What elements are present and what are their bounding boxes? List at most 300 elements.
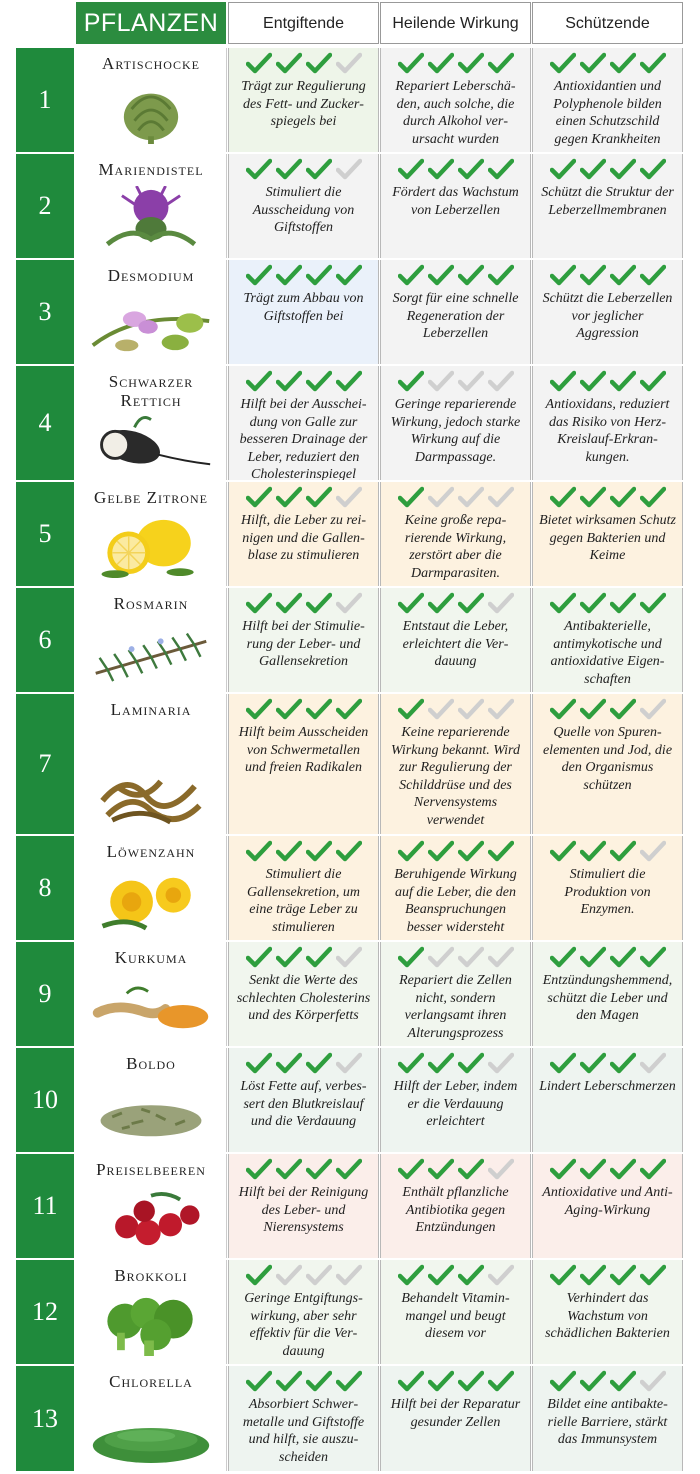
effect-text: Bildet eine antibakterielle Barriere, stärkt das Immunsystem (547, 1397, 668, 1447)
rating-checks (533, 1370, 682, 1394)
check-on-icon (428, 158, 454, 182)
rating-checks (381, 1052, 530, 1076)
plant-row (0, 834, 700, 940)
protective-cell (532, 482, 683, 586)
check-off-icon (458, 370, 484, 394)
rating-checks (533, 486, 682, 510)
row-number: 12 (16, 1260, 74, 1364)
check-off-icon (336, 158, 362, 182)
effect-text: Hilft bei der Stimulierung der Leber- und Gallensekretion (242, 619, 365, 669)
plant-row (0, 1046, 700, 1152)
plant-name: Artischocke (102, 54, 200, 73)
check-on-icon (276, 158, 302, 182)
plant-name: Gelbe Zitrone (94, 488, 208, 507)
check-on-icon (550, 946, 576, 970)
check-off-icon (458, 698, 484, 722)
detox-cell (228, 588, 379, 692)
healing-cell (380, 154, 531, 258)
check-on-icon (610, 1158, 636, 1182)
rating-checks (533, 1052, 682, 1076)
check-off-icon (488, 946, 514, 970)
check-off-icon (336, 486, 362, 510)
header-plants: PFLANZEN (76, 2, 226, 44)
plant-cell (76, 694, 227, 834)
rating-checks (229, 1370, 378, 1394)
detox-cell (228, 1260, 379, 1364)
row-number: 11 (16, 1154, 74, 1258)
check-on-icon (398, 946, 424, 970)
check-on-icon (306, 370, 332, 394)
header-detox: Entgiftende (228, 2, 379, 44)
detox-cell (228, 1048, 379, 1152)
check-on-icon (428, 592, 454, 616)
check-off-icon (640, 1052, 666, 1076)
check-on-icon (640, 370, 666, 394)
check-on-icon (550, 1052, 576, 1076)
check-off-icon (488, 486, 514, 510)
effect-text: Stimuliert die Gallensekretion, um eine träge Leber zu stimulieren (246, 867, 360, 935)
check-on-icon (398, 52, 424, 76)
plant-name: Brokkoli (114, 1266, 188, 1285)
row-number: 8 (16, 836, 74, 940)
check-on-icon (246, 698, 272, 722)
rating-checks (229, 1158, 378, 1182)
check-on-icon (398, 1264, 424, 1288)
check-on-icon (276, 1158, 302, 1182)
check-on-icon (610, 1264, 636, 1288)
check-on-icon (276, 840, 302, 864)
row-number: 13 (16, 1366, 74, 1471)
check-on-icon (640, 52, 666, 76)
check-on-icon (550, 158, 576, 182)
plant-row (0, 46, 700, 152)
check-on-icon (428, 1264, 454, 1288)
check-on-icon (306, 264, 332, 288)
check-on-icon (246, 370, 272, 394)
healing-cell (380, 588, 531, 692)
effect-text: Entstaut die Leber, erleichtert die Verdauung (402, 619, 509, 669)
check-on-icon (458, 1370, 484, 1394)
check-on-icon (428, 840, 454, 864)
check-on-icon (488, 1370, 514, 1394)
plant-row (0, 1364, 700, 1471)
plant-row (0, 480, 700, 586)
check-on-icon (488, 264, 514, 288)
check-on-icon (306, 698, 332, 722)
protective-cell (532, 1048, 683, 1152)
plant-row (0, 586, 700, 692)
detox-cell (228, 366, 379, 480)
detox-cell (228, 1154, 379, 1258)
check-on-icon (458, 264, 484, 288)
row-number: 4 (16, 366, 74, 480)
desmodium-image (86, 292, 216, 356)
check-off-icon (488, 370, 514, 394)
check-on-icon (276, 264, 302, 288)
check-on-icon (398, 264, 424, 288)
check-on-icon (306, 1370, 332, 1394)
check-on-icon (246, 52, 272, 76)
row-number: 3 (16, 260, 74, 364)
plant-cell (76, 366, 227, 480)
check-on-icon (458, 840, 484, 864)
check-on-icon (276, 370, 302, 394)
broccoli-image (86, 1292, 216, 1356)
healing-cell (380, 836, 531, 940)
check-on-icon (246, 1370, 272, 1394)
check-on-icon (246, 946, 272, 970)
rosemary-image (86, 620, 216, 684)
check-on-icon (580, 52, 606, 76)
check-on-icon (276, 1370, 302, 1394)
check-on-icon (550, 52, 576, 76)
check-on-icon (306, 52, 332, 76)
rating-checks (381, 52, 530, 76)
check-off-icon (428, 946, 454, 970)
effect-text: Enthält pflanzliche Antibiotika gegen Entzündungen (402, 1185, 509, 1235)
check-on-icon (640, 486, 666, 510)
rating-checks (533, 592, 682, 616)
cranberry-image (86, 1186, 216, 1250)
plant-name: Preiselbeeren (96, 1160, 206, 1179)
protective-cell (532, 1154, 683, 1258)
rating-checks (229, 486, 378, 510)
check-on-icon (550, 1370, 576, 1394)
check-on-icon (610, 698, 636, 722)
check-on-icon (580, 698, 606, 722)
plant-name: Chlorella (109, 1372, 193, 1391)
protective-cell (532, 260, 683, 364)
plant-cell (76, 1260, 227, 1364)
rating-checks (381, 486, 530, 510)
header-healing: Heilende Wirkung (380, 2, 531, 44)
rating-checks (381, 698, 530, 722)
protective-cell (532, 154, 683, 258)
detox-cell (228, 260, 379, 364)
rating-checks (533, 158, 682, 182)
check-off-icon (428, 486, 454, 510)
row-number: 6 (16, 588, 74, 692)
check-on-icon (488, 52, 514, 76)
check-on-icon (398, 370, 424, 394)
effect-text: Sorgt für eine schnelle Regeneration der Leberzellen (392, 291, 519, 341)
check-on-icon (398, 840, 424, 864)
effect-text: Bietet wirksamen Schutz gegen Bakterien und Keime (539, 513, 676, 563)
plant-cell (76, 1048, 227, 1152)
effect-text: Antibakterielle, antimykotische und antioxidative Eigenschaften (550, 619, 665, 687)
check-on-icon (398, 1370, 424, 1394)
rating-checks (533, 1264, 682, 1288)
effect-text: Löst Fette auf, verbessert den Blutkreislauf und die Verdauung (240, 1079, 367, 1129)
row-number: 5 (16, 482, 74, 586)
check-on-icon (488, 840, 514, 864)
check-on-icon (458, 1158, 484, 1182)
check-on-icon (306, 486, 332, 510)
check-on-icon (550, 840, 576, 864)
check-on-icon (640, 264, 666, 288)
rating-checks (533, 52, 682, 76)
plant-name: Mariendistel (98, 160, 204, 179)
check-on-icon (336, 264, 362, 288)
effect-text: Schützt die Struktur der Leberzellmembranen (541, 185, 674, 218)
check-on-icon (580, 946, 606, 970)
check-on-icon (580, 1370, 606, 1394)
rating-checks (229, 158, 378, 182)
check-on-icon (580, 592, 606, 616)
check-on-icon (276, 52, 302, 76)
check-on-icon (550, 592, 576, 616)
check-on-icon (580, 1158, 606, 1182)
check-on-icon (610, 1052, 636, 1076)
plant-cell (76, 154, 227, 258)
check-off-icon (428, 698, 454, 722)
check-on-icon (398, 698, 424, 722)
effect-text: Stimuliert die Produktion von Enzymen. (564, 867, 651, 917)
check-on-icon (610, 946, 636, 970)
effect-text: Lindert Leberschmerzen (539, 1079, 676, 1094)
row-number: 1 (16, 48, 74, 152)
rating-checks (533, 946, 682, 970)
healing-cell (380, 1048, 531, 1152)
row-number: 2 (16, 154, 74, 258)
effect-text: Hilft beim Ausscheiden von Schwermetallen und freien Radikalen (238, 725, 369, 775)
plant-name: Boldo (126, 1054, 176, 1073)
row-number: 9 (16, 942, 74, 1046)
effect-text: Keine reparierende Wirkung bekannt. Wird zur Regulierung der Schilddrüse und des Nervensystems verwendet (391, 725, 520, 828)
effect-text: Hilft, die Leber zu reinigen und die Gallenblase zu stimulieren (240, 513, 367, 563)
dandelion-image (86, 868, 216, 932)
check-on-icon (276, 1052, 302, 1076)
plant-cell (76, 482, 227, 586)
check-on-icon (580, 158, 606, 182)
rating-checks (229, 52, 378, 76)
check-on-icon (428, 1158, 454, 1182)
plant-row (0, 940, 700, 1046)
rating-checks (381, 264, 530, 288)
check-on-icon (458, 592, 484, 616)
plant-row (0, 258, 700, 364)
check-on-icon (610, 840, 636, 864)
detox-cell (228, 482, 379, 586)
lemon-image (86, 514, 216, 578)
rating-checks (381, 592, 530, 616)
check-off-icon (640, 1370, 666, 1394)
check-off-icon (640, 840, 666, 864)
rating-checks (229, 840, 378, 864)
protective-cell (532, 942, 683, 1046)
plant-cell (76, 588, 227, 692)
check-off-icon (488, 592, 514, 616)
check-off-icon (488, 1052, 514, 1076)
table-header (0, 0, 700, 46)
plant-cell (76, 836, 227, 940)
chlorella-image (86, 1399, 216, 1463)
check-on-icon (246, 1158, 272, 1182)
check-on-icon (276, 592, 302, 616)
effect-text: Quelle von Spurenelementen und Jod, die den Organismus schützen (542, 725, 673, 793)
effect-text: Trägt zum Abbau von Giftstoffen bei (243, 291, 364, 324)
effect-text: Hilft bei der Ausscheidung von Galle zur besseren Drainage der Leber, reduziert den Cholesterinspiegel (239, 397, 368, 482)
healing-cell (380, 1154, 531, 1258)
protective-cell (532, 694, 683, 834)
turmeric-image (86, 974, 216, 1038)
check-on-icon (306, 1052, 332, 1076)
plant-name: Schwarzer Rettich (108, 372, 194, 410)
protective-cell (532, 48, 683, 152)
check-on-icon (580, 840, 606, 864)
check-on-icon (550, 1158, 576, 1182)
check-off-icon (428, 370, 454, 394)
check-off-icon (306, 1264, 332, 1288)
black-radish-image (86, 408, 216, 472)
effect-text: Senkt die Werte des schlechten Cholesterins und des Körperfetts (236, 973, 371, 1023)
check-on-icon (246, 264, 272, 288)
effect-text: Repariert die Zellen nicht, sondern verlangsamt ihren Alterungsprozess (399, 973, 512, 1041)
milk-thistle-image (86, 186, 216, 250)
plant-row (0, 1152, 700, 1258)
check-on-icon (610, 158, 636, 182)
effect-text: Geringe reparierende Wirkung, jedoch starke Wirkung auf die Darmpassage. (390, 397, 521, 465)
check-on-icon (550, 370, 576, 394)
check-on-icon (246, 1264, 272, 1288)
check-on-icon (640, 1158, 666, 1182)
plant-name: Rosmarin (113, 594, 189, 613)
check-on-icon (640, 592, 666, 616)
check-on-icon (276, 698, 302, 722)
check-on-icon (336, 698, 362, 722)
rating-checks (229, 1264, 378, 1288)
check-on-icon (306, 158, 332, 182)
healing-cell (380, 694, 531, 834)
plant-table-body (0, 46, 700, 1471)
check-on-icon (550, 698, 576, 722)
kelp-image (86, 762, 216, 826)
check-on-icon (488, 158, 514, 182)
row-number: 7 (16, 694, 74, 834)
rating-checks (533, 1158, 682, 1182)
check-on-icon (458, 158, 484, 182)
check-on-icon (276, 946, 302, 970)
check-on-icon (428, 1052, 454, 1076)
check-on-icon (458, 1052, 484, 1076)
rating-checks (533, 698, 682, 722)
check-on-icon (610, 52, 636, 76)
row-number: 10 (16, 1048, 74, 1152)
boldo-image (86, 1080, 216, 1144)
check-off-icon (458, 486, 484, 510)
check-on-icon (610, 264, 636, 288)
effect-text: Geringe Entgiftungswirkung, aber sehr effektiv für die Verdauung (244, 1291, 363, 1359)
check-on-icon (640, 1264, 666, 1288)
check-on-icon (398, 486, 424, 510)
check-on-icon (458, 52, 484, 76)
effect-text: Trägt zur Regulierung des Fett- und Zuckerspiegels bei (241, 79, 366, 129)
healing-cell (380, 366, 531, 480)
check-on-icon (580, 1052, 606, 1076)
rating-checks (229, 370, 378, 394)
plant-cell (76, 48, 227, 152)
healing-cell (380, 1366, 531, 1471)
check-on-icon (580, 1264, 606, 1288)
effect-text: Stimuliert die Ausscheidung von Giftstoffen (252, 185, 355, 235)
plant-name: Löwenzahn (106, 842, 196, 861)
rating-checks (381, 840, 530, 864)
artichoke-image (86, 80, 216, 144)
healing-cell (380, 942, 531, 1046)
healing-cell (380, 1260, 531, 1364)
check-on-icon (580, 486, 606, 510)
plant-name: Laminaria (110, 700, 192, 719)
effect-text: Antioxidans, reduziert das Risiko von Herz-Kreislauf-Erkrankungen. (545, 397, 670, 465)
check-off-icon (488, 1264, 514, 1288)
check-off-icon (640, 698, 666, 722)
effect-text: Hilft bei der Reinigung des Leber- und Nierensystems (238, 1185, 369, 1235)
rating-checks (381, 1370, 530, 1394)
check-on-icon (246, 592, 272, 616)
detox-cell (228, 48, 379, 152)
check-on-icon (640, 158, 666, 182)
check-on-icon (610, 370, 636, 394)
check-off-icon (458, 946, 484, 970)
plant-row (0, 364, 700, 480)
check-off-icon (488, 1158, 514, 1182)
check-on-icon (550, 1264, 576, 1288)
check-on-icon (428, 1370, 454, 1394)
plant-row (0, 152, 700, 258)
check-off-icon (336, 1052, 362, 1076)
effect-text: Fördert das Wachstum von Leberzellen (392, 185, 519, 218)
protective-cell (532, 588, 683, 692)
check-on-icon (428, 52, 454, 76)
rating-checks (381, 1264, 530, 1288)
plant-row (0, 692, 700, 834)
check-on-icon (246, 1052, 272, 1076)
header-corner (0, 0, 74, 46)
plant-cell (76, 260, 227, 364)
check-off-icon (488, 698, 514, 722)
check-on-icon (640, 946, 666, 970)
check-on-icon (398, 1158, 424, 1182)
plant-cell (76, 1154, 227, 1258)
check-off-icon (336, 1264, 362, 1288)
rating-checks (381, 1158, 530, 1182)
plant-name: Kurkuma (114, 948, 188, 967)
check-on-icon (246, 840, 272, 864)
check-off-icon (336, 592, 362, 616)
check-on-icon (246, 486, 272, 510)
detox-cell (228, 942, 379, 1046)
check-on-icon (336, 840, 362, 864)
check-on-icon (580, 264, 606, 288)
check-off-icon (276, 1264, 302, 1288)
effect-text: Repariert Leberschäden, auch solche, die durch Alkohol verursacht wurden (395, 79, 516, 147)
healing-cell (380, 48, 531, 152)
check-on-icon (398, 1052, 424, 1076)
check-off-icon (336, 52, 362, 76)
check-on-icon (610, 1370, 636, 1394)
effect-text: Absorbiert Schwermetalle und Giftstoffe und hilft, sie auszuscheiden (242, 1397, 365, 1465)
effect-text: Beruhigende Wirkung auf die Leber, die den Beanspruchungen besser widersteht (394, 867, 517, 935)
protective-cell (532, 1366, 683, 1471)
effect-text: Entzündungshemmend, schützt die Leber und den Magen (542, 973, 673, 1023)
effect-text: Hilft bei der Reparatur gesunder Zellen (390, 1397, 521, 1430)
plant-cell (76, 942, 227, 1046)
rating-checks (533, 264, 682, 288)
healing-cell (380, 482, 531, 586)
check-on-icon (580, 370, 606, 394)
check-on-icon (306, 840, 332, 864)
detox-cell (228, 154, 379, 258)
